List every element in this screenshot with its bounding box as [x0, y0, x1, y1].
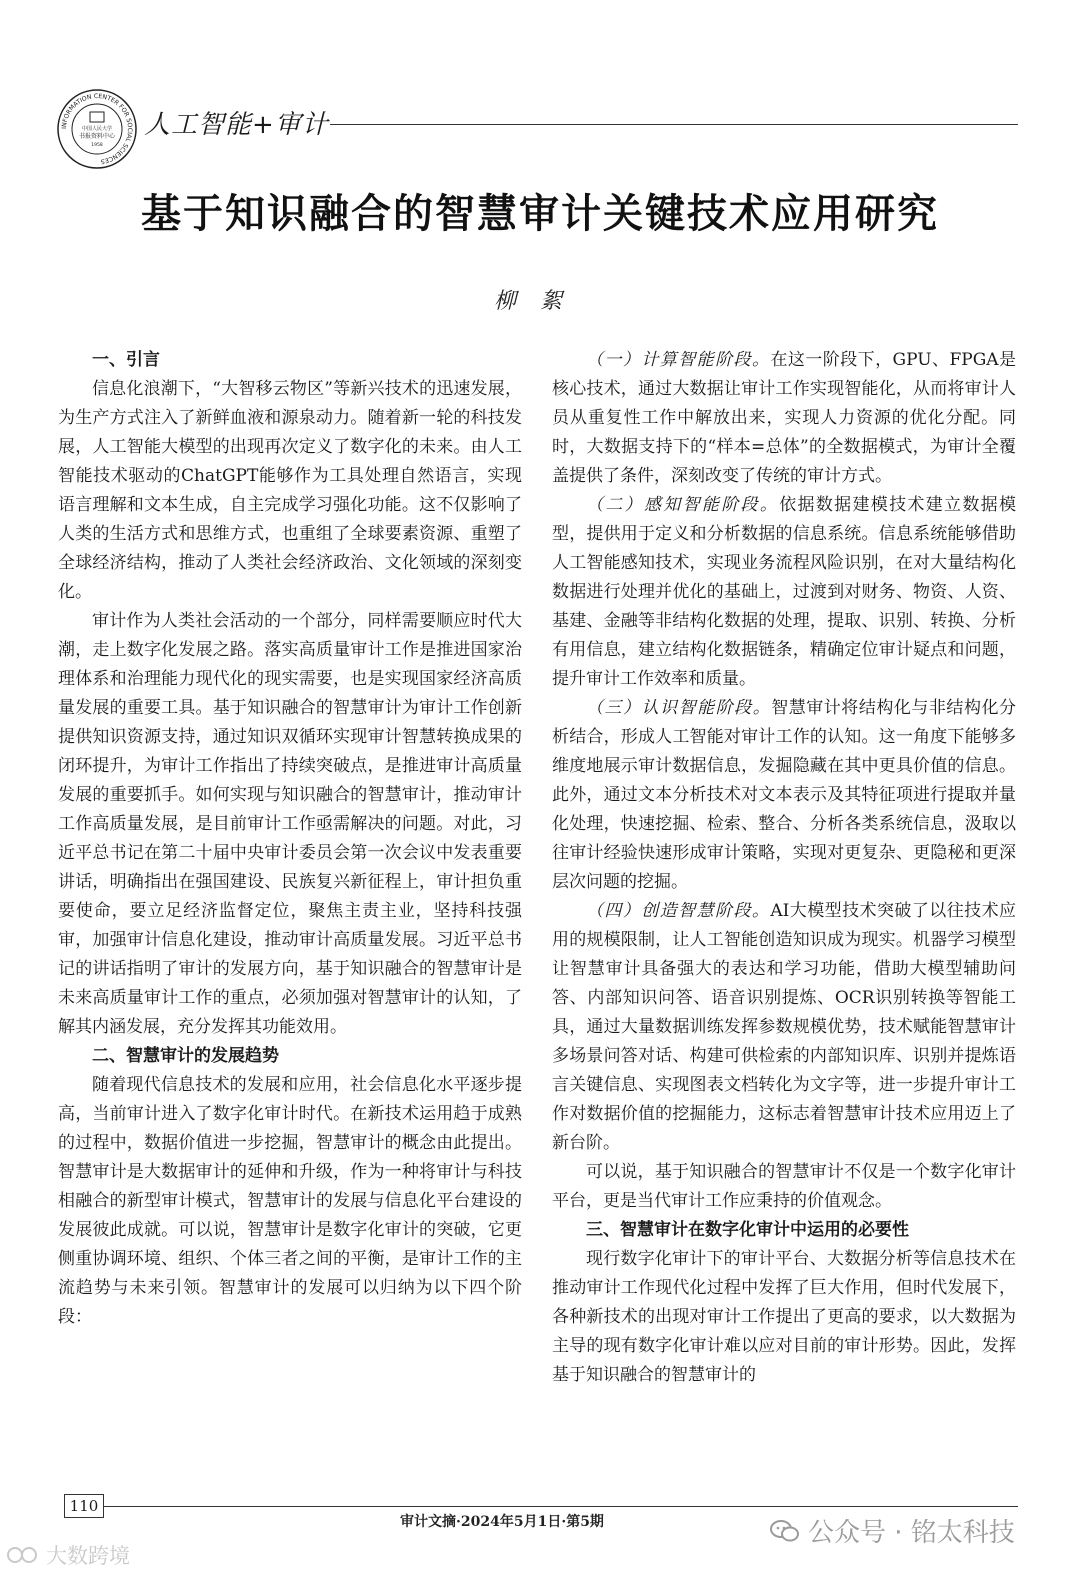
stage-1-lead: （一）计算智能阶段。	[586, 350, 771, 370]
paragraph-stage-2	[552, 491, 1016, 694]
paragraph-stage-1	[552, 346, 1016, 491]
stage-4-lead: （四）创造智慧阶段。	[586, 901, 771, 921]
heading-introduction: 一、引言	[92, 350, 160, 370]
paragraph: 随着现代信息技术的发展和应用，社会信息化水平逐步提高，当前审计进入了数字化审计时代。在新技术运用趋于成熟的过程中，数据价值进一步挖掘，智慧审计的概念由此提出。智慧审计是大数据审计的延伸和升级，作为一种将审计与科技相融合的新型审计模式，智慧审计的发展与信息化平台建设的发展彼此成就。可以说，智慧审计是数字化审计的突破，它更侧重协调环境、组织、个体三者之间的平衡，是审计工作的主流趋势与未来引领。智慧审计的发展可以归纳为以下四个阶段：	[58, 1075, 522, 1327]
stage-2-text: 依据数据建模技术建立数据模型，提供用于定义和分析数据的信息系统。信息系统能够借助人工智能感知技术，实现业务流程风险识别，在对大量结构化数据进行处理并优化的基础上，过渡到对财务、物资、人资、基建、金融等非结构化数据的处理，提取、识别、转换、分析有用信息，建立结构化数据链条，精确定位审计疑点和问题，提升审计工作效率和质量。	[552, 495, 1017, 689]
stage-3-text: 智慧审计将结构化与非结构化分析结合，形成人工智能对审计工作的认知。这一角度下能够多维度地展示审计数据信息，发掘隐藏在其中更具价值的信息。此外，通过文本分析技术对文本表示及其特征项进行提取并量化处理，快速挖掘、检索、整合、分析各类系统信息，汲取以往审计经验快速形成审计策略，实现对更复杂、更隐秘和更深层次问题的挖掘。	[552, 698, 1017, 892]
seal-ring-text: INFORMATION CENTER FOR SOCIAL SCIENCES	[60, 92, 134, 165]
article-title: 基于知识融合的智慧审计关键技术应用研究	[141, 191, 939, 237]
seal-center-name: 书报资料中心	[78, 133, 116, 140]
stage-4-text: AI大模型技术突破了以往技术应用的规模限制，让人工智能创造知识成为现实。机器学习模型让智慧审计具备强大的表达和学习功能，借助大模型辅助问答、内部知识问答、语音识别提炼、OCR识别转换等智能工具，通过大量数据训练发挥参数规模优势，技术赋能智慧审计多场景问答对话、构建可供检索的内部知识库、识别并提炼语言关键信息、实现图表文档转化为文字等，进一步提升审计工作对数据价值的挖掘能力，这标志着智慧审计技术应用迈上了新台阶。	[552, 901, 1017, 1153]
brand-logo-icon	[6, 1544, 40, 1566]
left-column	[58, 346, 522, 1332]
article-author: 柳絮	[493, 289, 586, 314]
stage-3-lead: （三）认识智能阶段。	[586, 698, 772, 718]
journal-seal-logo	[56, 88, 138, 170]
paragraph-stage-4	[552, 897, 1016, 1158]
paragraph: 信息化浪潮下，“大智移云物区”等新兴技术的迅速发展，为生产方式注入了新鲜血液和源泉动力。随着新一轮的科技发展，人工智能大模型的出现再次定义了数字化的未来。由人工智能技术驱动的ChatGPT能够作为工具处理自然语言，实现语言理解和文本生成，自主完成学习强化功能。这不仅影响了人类的生活方式和思维方式，也重组了全球要素资源、重塑了全球经济结构，推动了人类社会经济政治、文化领域的深刻变化。	[58, 379, 522, 602]
paragraph: 审计作为人类社会活动的一个部分，同样需要顺应时代大潮，走上数字化发展之路。落实高质量审计工作是推进国家治理体系和治理能力现代化的现实需要，也是实现国家经济高质量发展的重要工具。基于知识融合的智慧审计为审计工作创新提供知识资源支持，通过知识双循环实现审计智慧转换成果的闭环提升，为审计工作指出了持续突破点，是推进审计高质量发展的重要抓手。如何实现与知识融合的智慧审计，推动审计工作高质量发展，是目前审计工作亟需解决的问题。对此，习近平总书记在第二十届中央审计委员会第一次会议中发表重要讲话，明确指出在强国建设、民族复兴新征程上，审计担负重要使命，要立足经济监督定位，聚焦主责主业，坚持科技强审，加强审计信息化建设，推动审计高质量发展。习近平总书记的讲话指明了审计的发展方向，基于知识融合的智慧审计是未来高质量审计工作的重点，必须加强对智慧审计的认知，了解其内涵发展，充分发挥其功能效用。	[58, 611, 522, 1037]
heading-necessity: 三、智慧审计在数字化审计中运用的必要性	[586, 1220, 909, 1240]
header-rule	[330, 124, 1018, 125]
stage-1-text: 在这一阶段下，GPU、FPGA是核心技术，通过大数据让审计工作实现智能化，从而将审计人员从重复性工作中解放出来，实现人力资源的优化分配。同时，大数据支持下的“样本=总体”的全数据模式，为审计全覆盖提供了条件，深刻改变了传统的审计方式。	[552, 350, 1017, 486]
watermark-left	[6, 1540, 130, 1570]
watermark-right-text: 公众号 · 铭太科技	[808, 1518, 1015, 1548]
wechat-icon	[770, 1519, 800, 1543]
seal-year: 1958	[91, 143, 103, 148]
page-number: 110	[64, 1494, 104, 1518]
seal-center-top: 中国人民大学	[81, 126, 113, 132]
stage-2-lead: （二）感知智能阶段。	[586, 495, 780, 515]
journal-info: 审计文摘·2024年5月1日·第5期	[400, 1514, 604, 1530]
paragraph: 现行数字化审计下的审计平台、大数据分析等信息技术在推动审计工作现代化过程中发挥了巨大作用，但时代发展下，各种新技术的出现对审计工作提出了更高的要求，以大数据为主导的现有数字化审计难以应对目前的审计形势。因此，发挥基于知识融合的智慧审计的	[552, 1249, 1016, 1385]
watermark-right	[770, 1512, 1015, 1549]
right-column	[552, 346, 1016, 1390]
section-header: 人工智能+审计	[144, 110, 329, 140]
heading-development-trend: 二、智慧审计的发展趋势	[92, 1046, 279, 1066]
footer-rule	[104, 1506, 1018, 1507]
paragraph-stage-3	[552, 694, 1016, 897]
paragraph: 可以说，基于知识融合的智慧审计不仅是一个数字化审计平台，更是当代审计工作应秉持的价值观念。	[552, 1162, 1016, 1211]
watermark-left-text: 大数跨境	[46, 1544, 130, 1568]
